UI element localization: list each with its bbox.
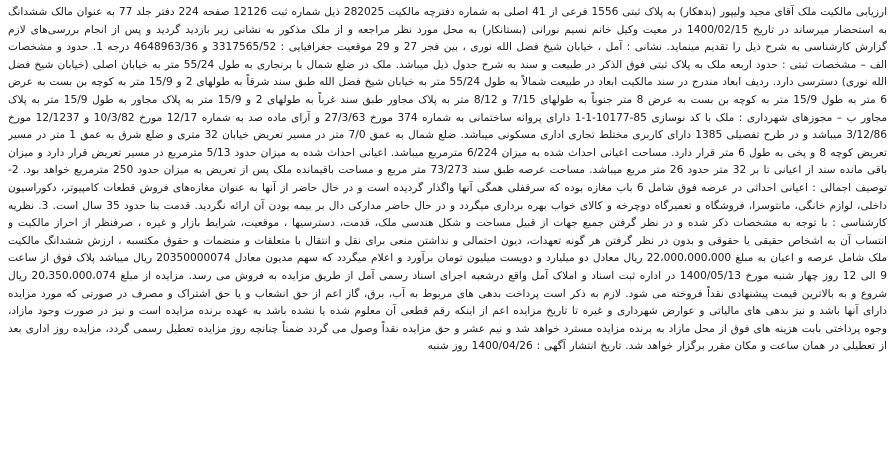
- notice-body-text: ارزیابی مالکیت ملک آقای مجید ولیپور (بدهکار) به پلاک ثبتی 1556 فرعی از 41 اصلی به شماره دفترچه مالکیت 282025 ذیل شماره ثبت 12126 صفحه 224 دفتر جلد 77 به عنوان مالک ششدانگ به استحضار میرساند در تاریخ 1400/02/15 در معیت وکیل خانم نسیم نورانی (بستانکار) به محل مورد نظر مراجعه و از ملک مذکور به نشانی زیر بازدید گردید و پس از انجام بررسی‌های لازم گزارش کارشناسی به شرح ذیل را تقدیم مینماید. نشانی : آمل ، خیابان شیخ فضل الله نوری ، بین فجر 27 و 29 موقعیت جغرافیایی : 3317565/52 و 4648963/36 درجه 1. حدود و مشخصات الف – مشخصات ثبتی : حدود اربعه ملک به پلاک ثبتی فوق الذکر در طبیعت و سند به شرح جدول ذیل میباشد. ملک در ضلع شمال با برنجاری به طول 55/24 متر به خیابان اصلی (خیابان شیخ فضل الله نوری) دسترسی دارد. ردیف ابعاد مندرج در سند مالکیت ابعاد در طبیعت شمالاً به طول 55/24 متر به خیابان شیخ فضل الله طبق سند شرقاً به طولهای 2 و 15/9 متر به کوچه بن بست به عرض 6 متر به طول 15/9 متر به کوچه بن بست به عرض 8 متر جنوباً به طولهای 7/15 و 8/12 متر به پلاک مجاور طبق سند غرباً به طولهای 2 و 15/9 متر به پلاک مجاور به طول 15/9 متر به پلاک مجاور ب – مجوزهای شهرداری : ملک با کد نوسازی 85-10177-1-1 دارای پروانه ساختمانی به شماره 374 مورخ 27/3/63 و آرای ماده صد به شماره 12/17 مورخ 10/3/82 و 12/1237 مورخ 3/12/86 میباشد و در طرح تفصیلی 1385 دارای کاربری مختلط تجاری اداری مسکونی میباشد. ضلع شمال به عمق 7/0 متر در مسیر تعریض خیابان 32 متری و ضلع شرق به عمق 1 متر در مسیر تعریض کوچه 8 و پخی به طول 6 متر قرار دارد. مساحت اعیانی احداث شده به میزان 6/224 مترمربع میباشد. اعیانی احداث شده به میزان حدود 5/13 مترمربع در مسیر تعریض قرار دارد و میزان باقی مانده سند از اعیانی تا بر 32 متر حدود 26 متر مربع میباشد. مساحت عرصه طبق سند 73/273 متر مربع و مساحت باقیمانده ملک پس از تعریض به میزان حدود 250 مترمربع خواهد بود. 2- توصیف اجمالی : اعیانی احداثی در عرصه فوق شامل 6 باب مغازه بوده که سرقفلی همگی آنها واگذار گردیده است و در حال حاضر از آنها به عنوان مغازه‌های فروش قطعات کامپیوتر، دکوراسیون داخلی، لوازم خانگی، مانتوسرا، فروشگاه و تعمیرگاه دوچرخه و کالای خواب بهره برداری میگردد و در حال حاضر مدارکی دال بر بیمه بودن آن ارائه نگردید. قدمت بنا حدود 35 سال است. 3. نظریه کارشناسی : با توجه به مشخصات ذکر شده و در نظر گرفتن جمیع جهات از قبیل مساحت و شکل هندسی ملک، قدمت، دسترسیها ، موقعیت، شرایط بازار و غیره ، صرفنظر از احراز مالکیت و انتساب آن به اشخاص حقیقی یا حقوقی و بدون در نظر گرفتن هر گونه تعهدات، دیون احتمالی و نداشتن منعی برای نقل و انتقال با متعلقات و منضمات و حقوق مکتسبه ، ارزش ششدانگ مالکیت ملک شامل عرصه و اعیان به مبلغ 22،000،000،000 ریال معادل دو میلیارد و دویست میلیون تومان برآورد و اعلام میگردد که سهم مدیون معادل 20350000074 ریال میباشد پلاک فوق از ساعت 9 الی 12 روز چهار شنبه مورخ 1400/05/13 در اداره ثبت اسناد و املاک آمل واقع درشعبه اجرای اسناد رسمی آمل از طریق مزایده به فروش می رسد. مزایده از مبلغ 20،350،000،074 ریال شروع و به بالاترین قیمت پیشنهادی نقداً فروخته می شود. لازم به ذکر است پرداخت بدهی های مربوط به آب، برق، گاز اعم از حق انشعاب و یا حق اشتراک و مصرف در صورتی که مورد مزایده دارای آنها باشد و نیز بدهی های مالیاتی و عوارض شهرداری و غیره تا تاریخ مزایده اعم از اینکه رقم قطعی آن معلوم شده یا نشده باشد به عهده برنده مزایده است و نیز در صورت وجود مازاد، وجوه پرداختی بابت هزینه های فوق از محل مازاد به برنده مزایده مسترد خواهد شد و نیم عشر و حق مزایده نقداً وصول می گردد ضمناً چنانچه روز مزایده تعطیل رسمی گردد، مزایده روز اداری بعد از تعطیلی در همان ساعت و مکان مقرر برگزار خواهد شد. تاریخ انتشار آگهی : 1400/04/26 روز شنبه: [8, 6, 887, 353]
- auction-notice: [8, 4, 887, 447]
